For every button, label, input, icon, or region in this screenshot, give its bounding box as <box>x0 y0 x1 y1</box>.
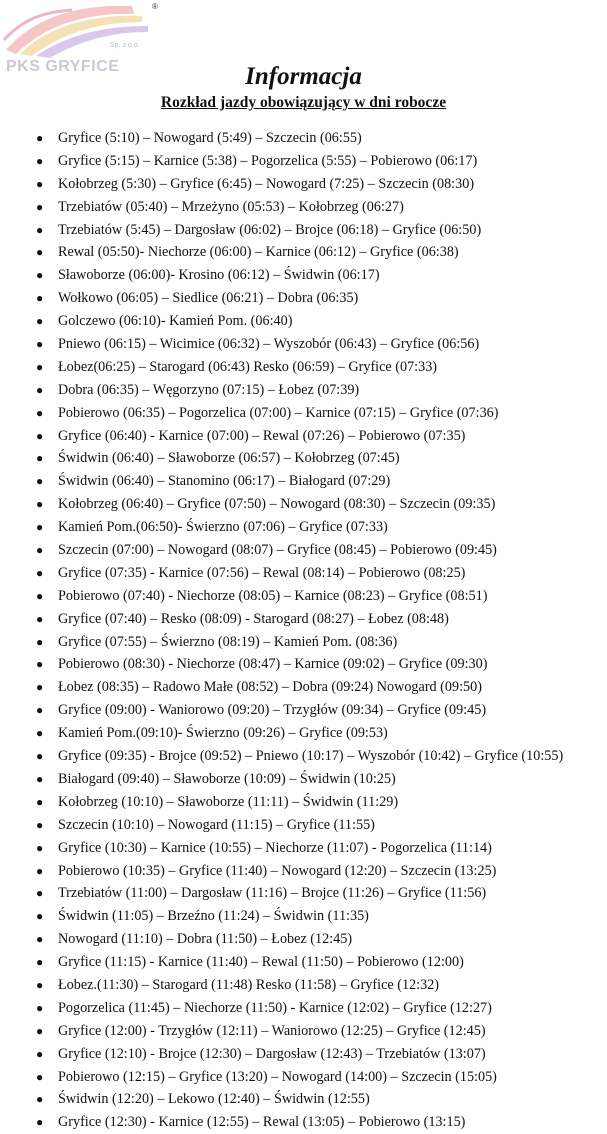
route-text: Kamień Pom.(06:50)- Świerzno (07:06) – Gryfice (07:33) <box>58 519 388 536</box>
list-item <box>0 1066 607 1089</box>
route-text: Trzebiatów (11:00) – Dargosław (11:16) – Brojce (11:26) – Gryfice (11:56) <box>58 885 487 902</box>
route-text: Łobez.(11:30) – Starogard (11:48) Resko (11:58) – Gryfice (12:32) <box>58 976 439 993</box>
list-item <box>0 402 607 425</box>
registered-mark: ® <box>152 2 158 11</box>
list-item <box>0 951 607 974</box>
route-text: Świdwin (12:20) – Lekowo (12:40) – Świdwin (12:55) <box>58 1091 370 1108</box>
list-item <box>0 585 607 608</box>
route-text: Białogard (09:40) – Sławoborze (10:09) – Świdwin (10:25) <box>58 770 396 787</box>
bullet-icon: ● <box>36 314 44 329</box>
logo-swoosh-graphic <box>2 0 162 60</box>
route-text: Świdwin (06:40) – Sławoborze (06:57) – Kołobrzeg (07:45) <box>58 450 400 467</box>
bullet-icon: ● <box>36 131 44 145</box>
logo-wordmark: PKS GRYFICE <box>6 58 120 75</box>
route-text: Gryfice (12:00) - Trzygłów (12:11) – Waniorowo (12:25) – Gryfice (12:45) <box>58 1022 486 1039</box>
list-item <box>0 173 607 196</box>
bullet-icon: ● <box>36 794 44 809</box>
bullet-icon: ● <box>36 199 44 214</box>
route-text: Pobierowo (12:15) – Gryfice (13:20) – Nowogard (14:00) – Szczecin (15:05) <box>58 1068 497 1085</box>
bullet-icon: ● <box>36 337 44 352</box>
list-item <box>0 699 607 722</box>
bullet-icon: ● <box>36 1092 44 1107</box>
list-item <box>0 905 607 928</box>
bullet-icon: ● <box>36 657 44 672</box>
bullet-icon: ● <box>36 863 44 878</box>
bullet-icon: ● <box>36 428 44 443</box>
list-item <box>0 791 607 814</box>
bullet-icon: ● <box>36 359 44 374</box>
list-item <box>0 768 607 791</box>
bullet-icon: ● <box>36 520 44 535</box>
list-item <box>0 1043 607 1066</box>
bullet-icon: ● <box>36 543 44 558</box>
route-text: Świdwin (11:05) – Brzeźno (11:24) – Świdwin (11:35) <box>58 908 369 925</box>
bullet-icon: ● <box>36 771 44 786</box>
list-item <box>0 837 607 860</box>
bullet-icon: ● <box>36 382 44 397</box>
route-text: Gryfice (10:30) – Karnice (10:55) – Niechorze (11:07) - Pogorzelica (11:14) <box>58 839 492 856</box>
route-text: Gryfice (07:40) – Resko (08:09) - Starogard (08:27) – Łobez (08:48) <box>58 610 449 627</box>
list-item <box>0 562 607 585</box>
list-item <box>0 974 607 997</box>
route-text: Pobierowo (06:35) – Pogorzelica (07:00) – Karnice (07:15) – Gryfice (07:36) <box>58 404 499 421</box>
bullet-icon: ● <box>36 909 44 924</box>
route-text: Łobez (08:35) – Radowo Małe (08:52) – Dobra (09:24) Nowogard (09:50) <box>58 679 482 696</box>
list-item <box>0 150 607 173</box>
bullet-icon: ● <box>36 611 44 626</box>
bullet-icon: ● <box>36 703 44 718</box>
bullet-icon: ● <box>36 474 44 489</box>
list-item <box>0 631 607 654</box>
route-text: Gryfice (12:10) - Brojce (12:30) – Dargosław (12:43) – Trzebiatów (13:07) <box>58 1045 486 1062</box>
route-text: Świdwin (06:40) – Stanomino (06:17) – Białogard (07:29) <box>58 473 391 490</box>
list-item <box>0 860 607 883</box>
bullet-icon: ● <box>36 817 44 832</box>
list-item <box>0 425 607 448</box>
bullet-icon: ● <box>36 451 44 466</box>
list-item <box>0 310 607 333</box>
route-text: Gryfice (12:30) - Karnice (12:55) – Rewal (13:05) – Pobierowo (13:15) <box>58 1114 466 1131</box>
bullet-icon: ● <box>36 405 44 420</box>
route-text: Rewal (05:50)- Niechorze (06:00) – Karnice (06:12) – Gryfice (06:38) <box>58 244 459 261</box>
route-text: Gryfice (09:00) - Waniorowo (09:20) – Trzygłów (09:34) – Gryfice (09:45) <box>58 702 487 719</box>
bullet-icon: ● <box>36 886 44 901</box>
route-text: Kołobrzeg (5:30) – Gryfice (6:45) – Nowogard (7:25) – Szczecin (08:30) <box>58 175 475 192</box>
logo-company-suffix: Sp. z o.o. <box>110 42 140 49</box>
bullet-icon: ● <box>36 840 44 855</box>
route-text: Gryfice (07:55) – Świerzno (08:19) – Kamień Pom. (08:36) <box>58 633 398 650</box>
list-item <box>0 814 607 837</box>
bullet-icon: ● <box>36 1115 44 1130</box>
list-item <box>0 653 607 676</box>
bullet-icon: ● <box>36 1000 44 1015</box>
page-subtitle: Rozkład jazdy obowiązujący w dni robocze <box>160 94 447 111</box>
route-text: Gryfice (5:15) – Karnice (5:38) – Pogorzelica (5:55) – Pobierowo (06:17) <box>58 152 478 169</box>
route-text: Trzebiatów (05:40) – Mrzeżyno (05:53) – Kołobrzeg (06:27) <box>58 198 404 215</box>
list-item <box>0 241 607 264</box>
bullet-icon: ● <box>36 977 44 992</box>
bullet-icon: ● <box>36 1069 44 1084</box>
list-item <box>0 493 607 516</box>
list-item <box>0 127 607 150</box>
list-item <box>0 997 607 1020</box>
list-item <box>0 333 607 356</box>
list-item <box>0 1088 607 1111</box>
bullet-icon: ● <box>36 291 44 306</box>
bullet-icon: ● <box>36 749 44 764</box>
route-text: Gryfice (11:15) - Karnice (11:40) – Rewal (11:50) – Pobierowo (12:00) <box>58 954 464 971</box>
route-text: Wołkowo (06:05) – Siedlice (06:21) – Dobra (06:35) <box>58 290 359 307</box>
bullet-icon: ● <box>36 588 44 603</box>
bullet-icon: ● <box>36 565 44 580</box>
list-item <box>0 196 607 219</box>
bullet-icon: ● <box>36 497 44 512</box>
route-text: Sławoborze (06:00)- Krosino (06:12) – Świdwin (06:17) <box>58 267 380 284</box>
route-text: Dobra (06:35) – Węgorzyno (07:15) – Łobez (07:39) <box>58 381 360 398</box>
bullet-icon: ● <box>36 634 44 649</box>
route-text: Kołobrzeg (10:10) – Sławoborze (11:11) – Świdwin (11:29) <box>58 793 399 810</box>
route-text: Kamień Pom.(09:10)- Świerzno (09:26) – Gryfice (09:53) <box>58 725 388 742</box>
list-item <box>0 1111 607 1134</box>
list-item <box>0 287 607 310</box>
route-text: Kołobrzeg (06:40) – Gryfice (07:50) – Nowogard (08:30) – Szczecin (09:35) <box>58 496 496 513</box>
list-item <box>0 676 607 699</box>
list-item <box>0 219 607 242</box>
list-item <box>0 470 607 493</box>
list-item <box>0 539 607 562</box>
bullet-icon: ● <box>36 222 44 237</box>
route-text: Golczewo (06:10)- Kamień Pom. (06:40) <box>58 313 293 330</box>
page-title: Informacja <box>245 63 362 90</box>
route-text: Gryfice (09:35) - Brojce (09:52) – Pniewo (10:17) – Wyszobór (10:42) – Gryfice (10:55) <box>58 748 564 765</box>
bullet-icon: ● <box>36 932 44 947</box>
bullet-icon: ● <box>36 268 44 283</box>
list-item <box>0 516 607 539</box>
route-text: Gryfice (5:10) – Nowogard (5:49) – Szczecin (06:55) <box>58 130 362 146</box>
list-item <box>0 722 607 745</box>
route-text: Gryfice (06:40) - Karnice (07:00) – Rewal (07:26) – Pobierowo (07:35) <box>58 427 466 444</box>
timetable-list <box>0 127 607 1134</box>
bullet-icon: ● <box>36 176 44 191</box>
list-item <box>0 447 607 470</box>
route-text: Nowogard (11:10) – Dobra (11:50) – Łobez (12:45) <box>58 931 353 948</box>
bullet-icon: ● <box>36 1046 44 1061</box>
route-text: Szczecin (07:00) – Nowogard (08:07) – Gryfice (08:45) – Pobierowo (09:45) <box>58 542 497 559</box>
bullet-icon: ● <box>36 153 44 168</box>
list-item <box>0 264 607 287</box>
list-item <box>0 882 607 905</box>
route-text: Szczecin (10:10) – Nowogard (11:15) – Gryfice (11:55) <box>58 816 375 833</box>
route-text: Łobez(06:25) – Starogard (06:43) Resko (06:59) – Gryfice (07:33) <box>58 358 438 375</box>
route-text: Pogorzelica (11:45) – Niechorze (11:50) - Karnice (12:02) – Gryfice (12:27) <box>58 999 492 1016</box>
route-text: Pobierowo (07:40) - Niechorze (08:05) – Karnice (08:23) – Gryfice (08:51) <box>58 587 488 604</box>
route-text: Gryfice (07:35) - Karnice (07:56) – Rewal (08:14) – Pobierowo (08:25) <box>58 564 466 581</box>
list-item <box>0 379 607 402</box>
route-text: Pobierowo (08:30) - Niechorze (08:47) – Karnice (09:02) – Gryfice (09:30) <box>58 656 488 673</box>
bullet-icon: ● <box>36 680 44 695</box>
route-text: Pniewo (06:15) – Wicimice (06:32) – Wyszobór (06:43) – Gryfice (06:56) <box>58 336 480 353</box>
list-item <box>0 745 607 768</box>
bullet-icon: ● <box>36 955 44 970</box>
bullet-icon: ● <box>36 1023 44 1038</box>
list-item <box>0 356 607 379</box>
list-item <box>0 1020 607 1043</box>
list-item <box>0 608 607 631</box>
route-text: Pobierowo (10:35) – Gryfice (11:40) – Nowogard (12:20) – Szczecin (13:25) <box>58 862 497 879</box>
bullet-icon: ● <box>36 245 44 260</box>
route-text: Trzebiatów (5:45) – Dargosław (06:02) – Brojce (06:18) – Gryfice (06:50) <box>58 221 482 238</box>
bullet-icon: ● <box>36 726 44 741</box>
list-item <box>0 928 607 951</box>
